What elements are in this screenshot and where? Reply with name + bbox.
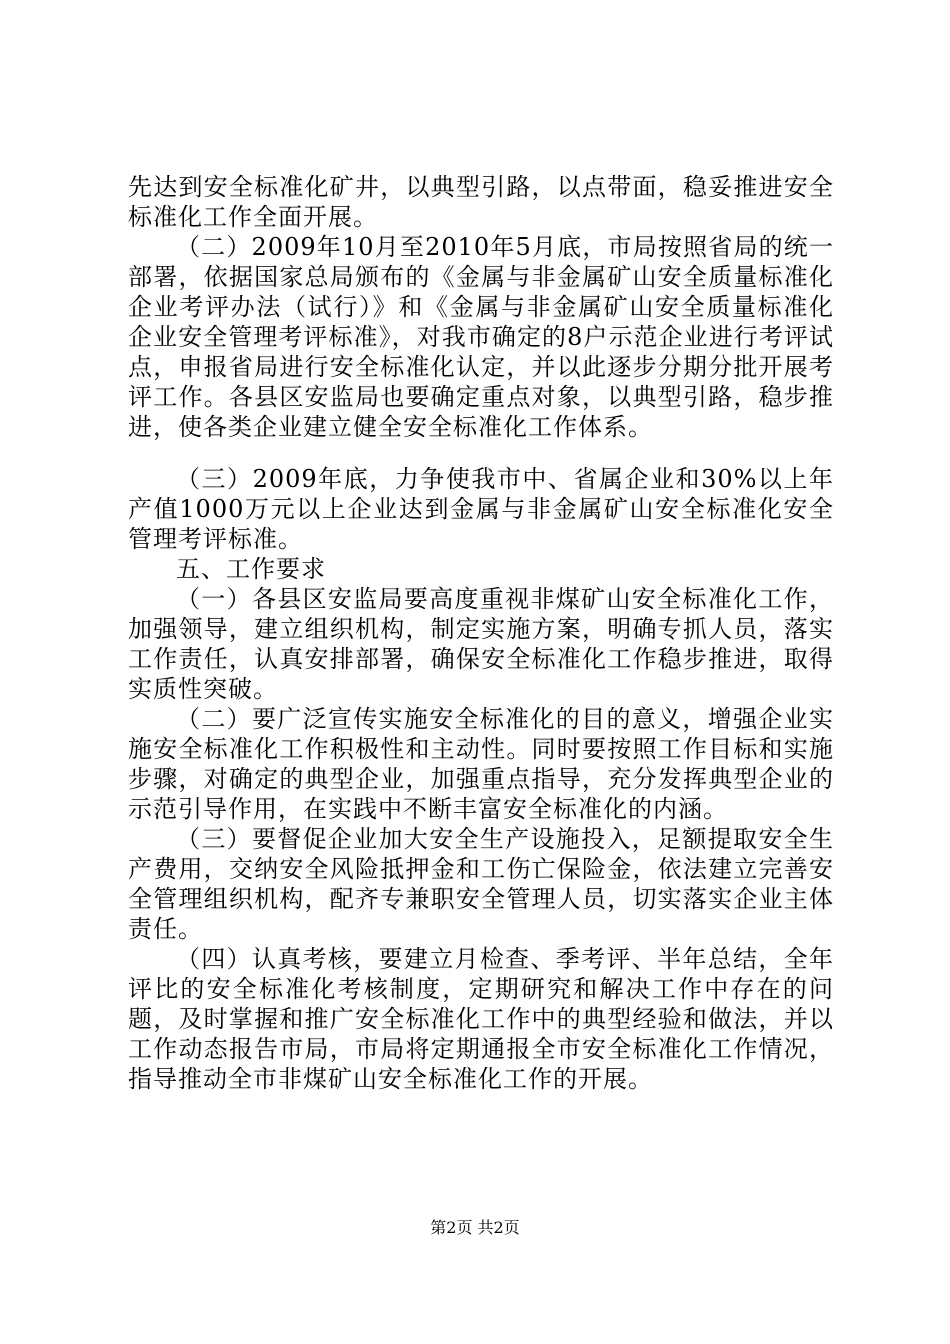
paragraph-gap: [128, 442, 834, 464]
paragraph-requirement-1: （一）各县区安监局要高度重视非煤矿山安全标准化工作，加强领导，建立组织机构，制定实施方案，明确专抓人员，落实工作责任，认真安排部署，确保安全标准化工作稳步推进，取得实质性突破。: [128, 585, 834, 703]
paragraph-requirement-4: （四）认真考核，要建立月检查、季考评、半年总结，全年评比的安全标准化考核制度，定期研究和解决工作中存在的问题，及时掌握和推广安全标准化工作中的典型经验和做法，并以工作动态报告市局，市局将定期通报全市安全标准化工作情况，指导推动全市非煤矿山安全标准化工作的开展。: [128, 945, 834, 1093]
document-body: [128, 172, 834, 1094]
page-footer: 第2页 共2页: [430, 1218, 520, 1237]
paragraph-item-2: （二）2009年10月至2010年5月底，市局按照省局的统一部署，依据国家总局颁布的《金属与非金属矿山安全质量标准化企业考评办法（试行）》和《金属与非金属矿山安全质量标准化企业安全管理考评标准》，对我市确定的8户示范企业进行考评试点，申报省局进行安全标准化认定，并以此逐步分期分批开展考评工作。各县区安监局也要确定重点对象，以典型引路，稳步推进，使各类企业建立健全安全标准化工作体系。: [128, 233, 834, 441]
section-heading-work-requirements: 五、工作要求: [176, 555, 326, 583]
paragraph-requirement-2: （二）要广泛宣传实施安全标准化的目的意义，增强企业实施安全标准化工作积极性和主动性。同时要按照工作目标和实施步骤，对确定的典型企业，加强重点指导，充分发挥典型企业的示范引导作用，在实践中不断丰富安全标准化的内涵。: [128, 705, 834, 823]
paragraph-continuation: 先达到安全标准化矿井，以典型引路，以点带面，稳妥推进安全标准化工作全面开展。: [128, 173, 834, 231]
paragraph-requirement-3: （三）要督促企业加大安全生产设施投入，足额提取安全生产费用，交纳安全风险抵押金和工伤亡保险金，依法建立完善安全管理组织机构，配齐专兼职安全管理人员，切实落实企业主体责任。: [128, 825, 834, 943]
paragraph-item-3: （三）2009年底，力争使我市中、省属企业和30%以上年产值1000万元以上企业达到金属与非金属矿山安全标准化安全管理考评标准。: [128, 465, 834, 553]
